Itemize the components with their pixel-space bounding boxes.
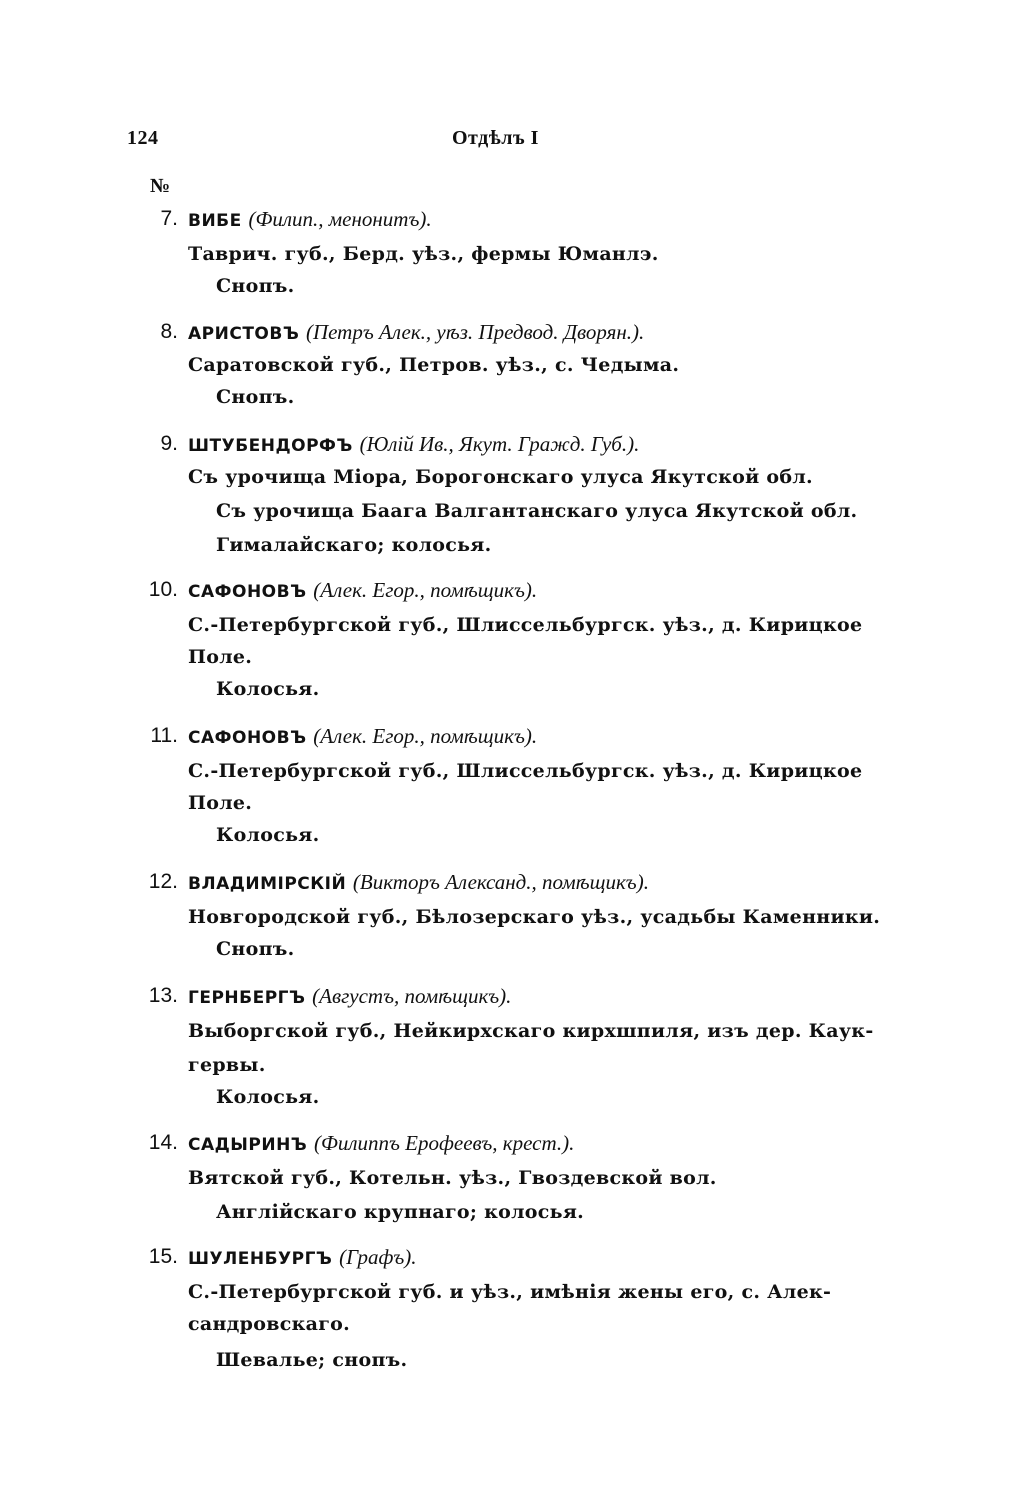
exhibitor-name: САФОНОВЪ <box>188 728 307 748</box>
specimen-note: Англiйскаго крупнаго; колосья. <box>216 1201 585 1223</box>
entry-heading <box>188 207 432 232</box>
exhibitor-details: (Августъ, помѣщикъ). <box>312 984 512 1008</box>
specimen-note: Снопъ. <box>216 386 295 408</box>
exhibitor-details: (Викторъ Александ., помѣщикъ). <box>352 870 649 894</box>
running-head: Отдѣлъ I <box>452 127 539 149</box>
entry-number: 11. <box>150 724 178 747</box>
entry-heading <box>188 432 639 457</box>
exhibitor-details: (Филиппъ Ерофеевъ, крест.). <box>313 1131 575 1155</box>
exhibitor-name: ВЛАДИМIРСКIЙ <box>188 874 347 894</box>
exhibitor-name: ВИБЕ <box>188 211 242 231</box>
location-line: гервы. <box>188 1054 266 1076</box>
location-line: Саратовской губ., Петров. уѣз., с. Чедыма. <box>188 354 680 376</box>
specimen-note: Гималайскаго; колосья. <box>216 534 492 556</box>
entry-heading <box>188 320 644 345</box>
specimen-note: Снопъ. <box>216 938 295 960</box>
entry-number: 13. <box>148 984 178 1007</box>
location-line: Съ урочища Мiора, Борогонскаго улуса Якутской обл. <box>188 466 813 488</box>
entry-number: 8. <box>160 320 178 343</box>
specimen-note: Съ урочища Баага Валгантанскаго улуса Якутской обл. <box>216 500 858 522</box>
exhibitor-name: ШУЛЕНБУРГЪ <box>188 1249 333 1269</box>
location-line: С.-Петербургской губ., Шлиссельбургск. уѣз., д. Кирицкое <box>188 760 863 782</box>
entry-heading <box>188 1131 574 1156</box>
entry-number: 9. <box>160 432 178 455</box>
exhibitor-details: (Алек. Егор., помѣщикъ). <box>313 724 538 748</box>
location-line: Поле. <box>188 792 253 814</box>
exhibitor-details: (Филип., менонитъ). <box>248 207 432 231</box>
exhibitor-name: САФОНОВЪ <box>188 582 307 602</box>
entry-number: 15. <box>148 1245 178 1268</box>
entry-number: 12. <box>148 870 178 893</box>
specimen-note: Шевалье; снопъ. <box>216 1349 408 1371</box>
entry-number: 7. <box>160 207 178 230</box>
location-line: Новгородской губ., Бѣлозерскаго уѣз., усадьбы Каменники. <box>188 906 881 928</box>
specimen-note: Снопъ. <box>216 275 295 297</box>
location-line: Выборгской губ., Нейкирхскаго кирхшпиля, изъ дер. Каук- <box>188 1020 874 1042</box>
entry-heading <box>188 870 649 895</box>
page-number: 124 <box>127 127 159 149</box>
exhibitor-details: (Алек. Егор., помѣщикъ). <box>313 578 538 602</box>
exhibitor-name: САДЫРИНЪ <box>188 1135 308 1155</box>
entry-heading <box>188 984 511 1009</box>
location-line: Поле. <box>188 646 253 668</box>
entry-heading <box>188 578 537 603</box>
location-line: сандровскаго. <box>188 1313 351 1335</box>
exhibitor-details: (Графъ). <box>339 1245 417 1269</box>
numero-sign: № <box>150 175 171 197</box>
specimen-note: Колосья. <box>216 1086 320 1108</box>
specimen-note: Колосья. <box>216 824 320 846</box>
exhibitor-name: ШТУБЕНДОРФЪ <box>188 436 353 456</box>
exhibitor-name: АРИСТОВЪ <box>188 324 300 344</box>
entry-heading <box>188 724 537 749</box>
location-line: С.-Петербургской губ. и уѣз., имѣнiя жены его, с. Алек- <box>188 1281 832 1303</box>
exhibitor-name: ГЕРНБЕРГЪ <box>188 988 306 1008</box>
entry-number: 10. <box>148 578 178 601</box>
exhibitor-details: (Юлiй Ив., Якут. Гражд. Губ.). <box>359 432 640 456</box>
location-line: С.-Петербургской губ., Шлиссельбургск. уѣз., д. Кирицкое <box>188 614 863 636</box>
location-line: Вятской губ., Котельн. уѣз., Гвоздевской вол. <box>188 1167 717 1189</box>
specimen-note: Колосья. <box>216 678 320 700</box>
entry-number: 14. <box>148 1131 178 1154</box>
location-line: Таврич. губ., Берд. уѣз., фермы Юманлэ. <box>188 243 659 265</box>
exhibitor-details: (Петръ Алек., уѣз. Предвод. Дворян.). <box>305 320 645 344</box>
entry-heading <box>188 1245 417 1270</box>
